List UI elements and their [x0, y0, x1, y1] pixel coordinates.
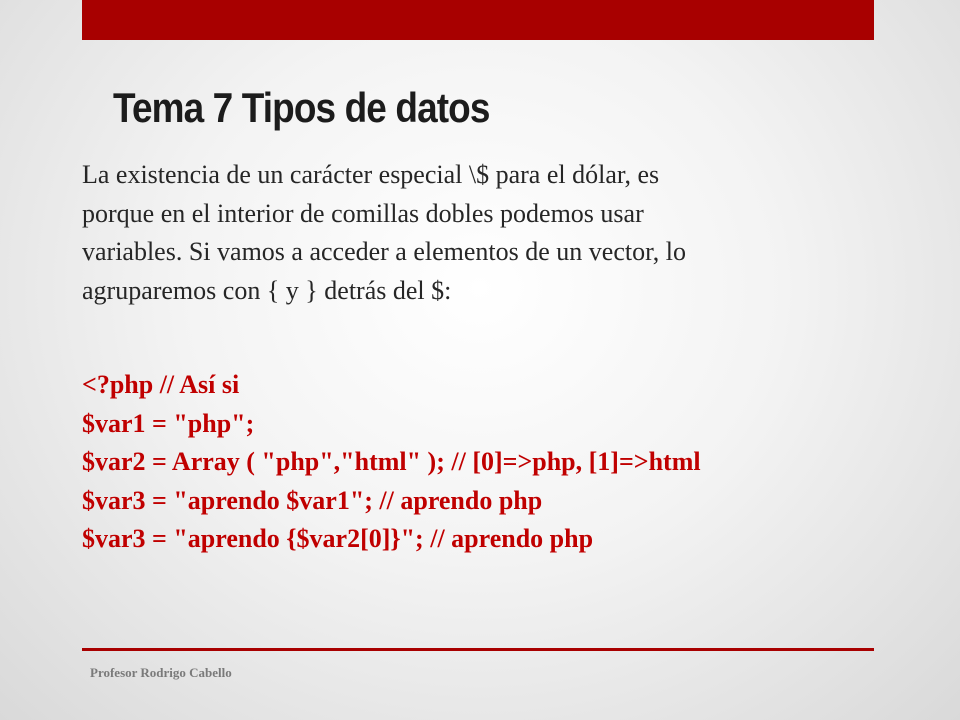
slide-title: Tema 7 Tipos de datos — [113, 84, 490, 131]
footer-divider — [82, 648, 874, 651]
body-paragraph — [82, 156, 842, 310]
top-accent-bar — [82, 0, 874, 40]
code-line: $var1 = "php"; — [82, 408, 255, 438]
footer-author: Profesor Rodrigo Cabello — [90, 665, 232, 680]
code-line: <?php // Así si — [82, 370, 240, 399]
body-line: La existencia de un carácter especial \$ para el dólar, es — [82, 160, 660, 189]
body-line: variables. Si vamos a acceder a elementos de un vector, lo — [82, 237, 686, 266]
code-line: $var2 = Array ( "php","html" ); // [0]=>php, [1]=>html — [82, 447, 701, 476]
php-code-example — [82, 366, 701, 559]
body-line: porque en el interior de comillas dobles podemos usar — [82, 198, 644, 228]
code-line: $var3 = "aprendo $var1"; // aprendo php — [82, 485, 543, 515]
body-line: agruparemos con { y } detrás del $: — [82, 275, 452, 305]
code-line: $var3 = "aprendo {$var2[0]}"; // aprendo php — [82, 524, 594, 553]
